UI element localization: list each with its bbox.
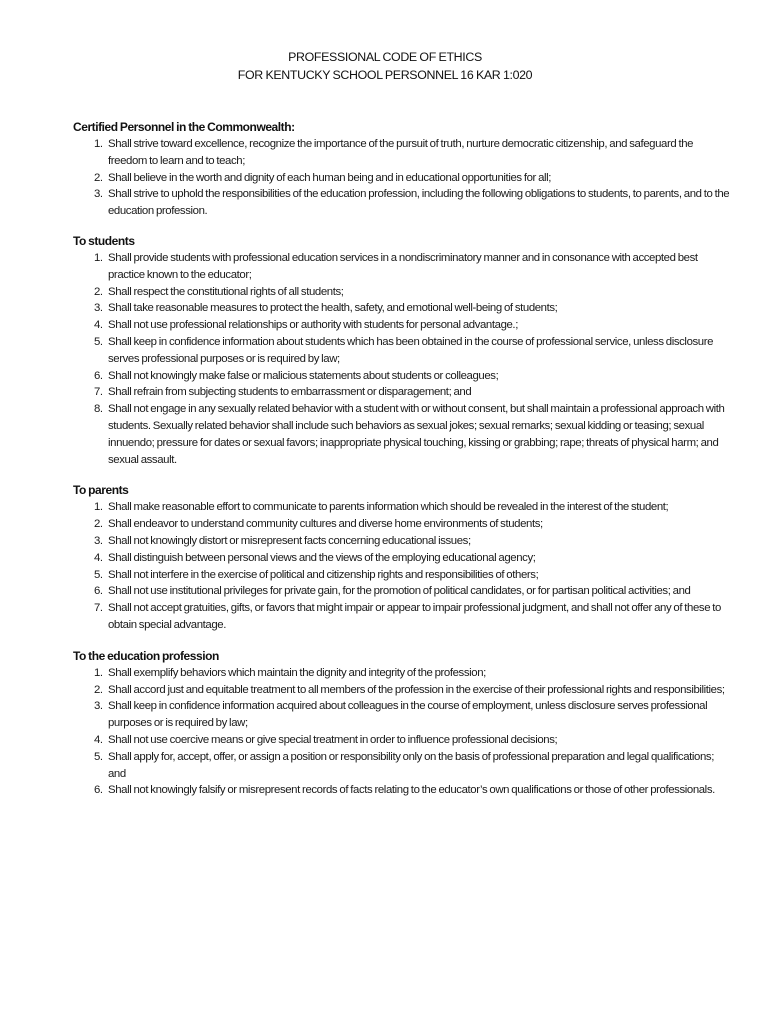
item-number: 1.	[94, 666, 103, 679]
item-text: Shall respect the constitutional rights of all students;	[108, 285, 344, 298]
item-text: Shall keep in confidence information acquired about colleagues in the course of employment, unless disclosure serves professional purposes or is required by law;	[108, 700, 708, 730]
item-text: Shall take reasonable measures to protect the health, safety, and emotional well-being of students;	[108, 302, 558, 315]
list-item	[73, 300, 733, 317]
list-item	[73, 317, 733, 334]
item-number: 3.	[94, 188, 103, 201]
item-text: Shall keep in confidence information about students which has been obtained in the course of professional service, unless disclosure serves professional purposes or is required by law;	[108, 335, 714, 365]
item-number: 2.	[94, 683, 103, 696]
title-line-2: FOR KENTUCKY SCHOOL PERSONNEL 16 KAR 1:020	[237, 68, 533, 82]
item-text: Shall not interfere in the exercise of political and citizenship rights and responsibilities of others;	[108, 568, 539, 581]
document-title	[0, 48, 770, 84]
list-item	[73, 782, 733, 799]
numbered-list	[73, 250, 733, 468]
section-heading: To students	[73, 233, 135, 248]
item-number: 3.	[94, 700, 103, 713]
item-number: 5.	[94, 568, 103, 581]
list-item	[73, 368, 733, 385]
section-certified-personnel	[73, 119, 733, 220]
item-number: 2.	[94, 518, 103, 531]
numbered-list	[73, 499, 733, 633]
list-item	[73, 682, 733, 699]
item-text: Shall make reasonable effort to communicate to parents information which should be revealed in the interest of the student;	[108, 501, 669, 514]
item-text: Shall not use professional relationships or authority with students for personal advantage.;	[108, 319, 518, 332]
list-item	[73, 583, 733, 600]
item-number: 4.	[94, 551, 103, 564]
section-heading: To parents	[73, 483, 129, 498]
list-item	[73, 550, 733, 567]
list-item	[73, 516, 733, 533]
item-text: Shall not use institutional privileges for private gain, for the promotion of political candidates, or for partisan political activities; and	[108, 585, 691, 598]
item-text: Shall apply for, accept, offer, or assign a position or responsibility only on the basis of professional preparation and legal qualifications; and	[108, 750, 714, 780]
document-body	[73, 119, 733, 814]
item-number: 5.	[94, 335, 103, 348]
item-text: Shall refrain from subjecting students to embarrassment or disparagement; and	[108, 386, 472, 399]
item-number: 1.	[94, 138, 103, 150]
item-number: 3.	[94, 302, 103, 315]
list-item	[73, 401, 733, 468]
item-text: Shall not use coercive means or give special treatment in order to influence professional decisions;	[108, 733, 558, 746]
list-item	[73, 732, 733, 749]
list-item	[73, 567, 733, 584]
item-number: 2.	[94, 285, 103, 298]
item-number: 4.	[94, 319, 103, 332]
item-text: Shall endeavor to understand community cultures and diverse home environments of students;	[108, 518, 543, 531]
item-text: Shall accord just and equitable treatment to all members of the profession in the exercise of their professional rights and responsibilities;	[108, 683, 725, 696]
item-number: 6.	[94, 784, 103, 797]
item-text: Shall strive to uphold the responsibilities of the education profession, including the following obligations to students, to parents, and to the education profession.	[108, 188, 730, 218]
item-number: 7.	[94, 386, 103, 399]
numbered-list	[73, 136, 733, 220]
item-text: Shall not knowingly distort or misrepresent facts concerning educational issues;	[108, 534, 471, 547]
numbered-list	[73, 665, 733, 799]
list-item	[73, 284, 733, 301]
section-to-education-profession	[73, 648, 733, 799]
list-item	[73, 749, 733, 783]
list-item	[73, 499, 733, 516]
title-line-1: PROFESSIONAL CODE OF ETHICS	[288, 50, 482, 64]
item-number: 1.	[94, 251, 103, 264]
list-item	[73, 384, 733, 401]
list-item	[73, 136, 733, 170]
list-item	[73, 186, 733, 220]
list-item	[73, 665, 733, 682]
list-item	[73, 250, 733, 284]
list-item	[73, 600, 733, 634]
item-text: Shall not knowingly make false or malicious statements about students or colleagues;	[108, 369, 499, 382]
list-item	[73, 698, 733, 732]
item-text: Shall provide students with professional education services in a nondiscriminatory manner and in consonance with accepted best practice known to the educator;	[108, 251, 698, 281]
list-item	[73, 334, 733, 368]
item-text: Shall exemplify behaviors which maintain the dignity and integrity of the profession;	[108, 666, 486, 679]
item-number: 1.	[94, 501, 103, 514]
list-item	[73, 533, 733, 550]
item-text: Shall not knowingly falsify or misrepresent records of facts relating to the educator’s own qualifications or those of other professionals.	[108, 784, 715, 797]
item-number: 5.	[94, 750, 103, 763]
list-item	[73, 170, 733, 187]
item-number: 8.	[94, 403, 103, 416]
item-text: Shall distinguish between personal views and the views of the employing educational agency;	[108, 551, 536, 564]
item-text: Shall believe in the worth and dignity of each human being and in educational opportunities for all;	[108, 171, 552, 184]
section-to-parents	[73, 482, 733, 633]
item-number: 3.	[94, 534, 103, 547]
section-heading: To the education profession	[73, 648, 219, 663]
item-number: 7.	[94, 602, 103, 615]
item-number: 4.	[94, 733, 103, 746]
item-number: 2.	[94, 171, 103, 184]
item-number: 6.	[94, 585, 103, 598]
item-number: 6.	[94, 369, 103, 382]
section-to-students	[73, 233, 733, 468]
item-text: Shall strive toward excellence, recognize the importance of the pursuit of truth, nurture democratic citizenship, and safeguard the freedom to learn and to teach;	[108, 138, 694, 167]
section-heading: Certified Personnel in the Commonwealth:	[73, 120, 295, 134]
item-text: Shall not engage in any sexually related behavior with a student with or without consent, but shall maintain a professional approach with students. Sexually related behavior shall include such behaviors as sexual jokes; sexual remarks; sexual kidding or teasing; sexual innuendo; pressure for dates or sexual favors; inappropriate physical touching, kissing or grabbing; rape; threats of physical harm; and sexual assault.	[108, 403, 725, 466]
item-text: Shall not accept gratuities, gifts, or favors that might impair or appear to impair professional judgment, and shall not offer any of these to obtain special advantage.	[108, 602, 721, 631]
